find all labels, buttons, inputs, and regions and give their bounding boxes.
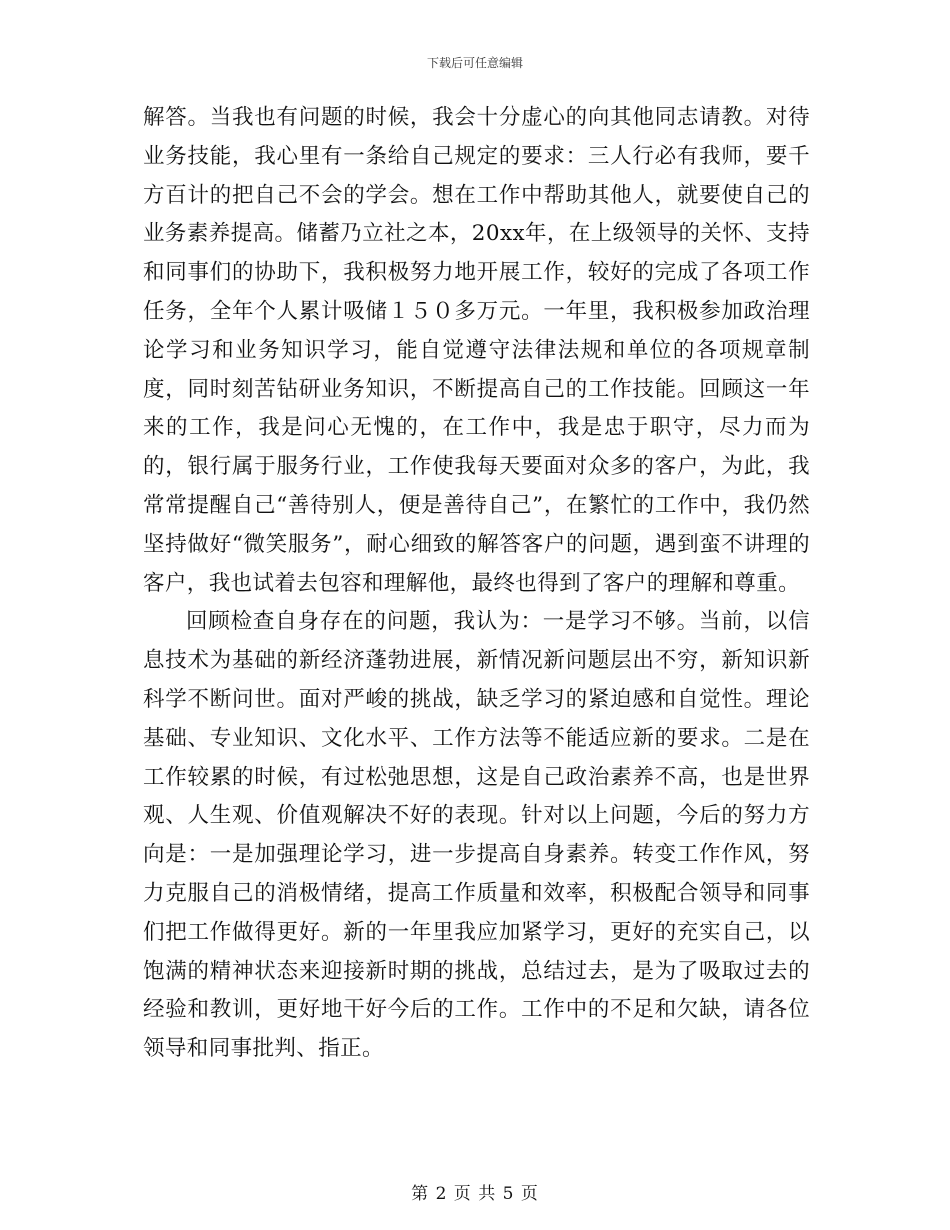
page-header: 下载后可任意编辑 [426, 56, 523, 70]
document-body [143, 99, 810, 1069]
page-number-footer: 第 2 页 共 5 页 [411, 1184, 539, 1204]
paragraph-continued: 解答。当我也有问题的时候，我会十分虚心的向其他同志请教。对待业务技能，我心里有一条给自己规定的要求：三人行必有我师，要千方百计的把自己不会的学会。想在工作中帮助其他人，就要使自己的业务素养提高。储蓄乃立社之本，20xx年，在上级领导的关怀、支持和同事们的协助下，我积极努力地开展工作，较好的完成了各项工作任务，全年个人累计吸储１５０多万元。一年里，我积极参加政治理论学习和业务知识学习，能自觉遵守法律法规和单位的各项规章制度，同时刻苦钻研业务知识，不断提高自己的工作技能。回顾这一年来的工作，我是问心无愧的，在工作中，我是忠于职守，尽力而为的，银行属于服务行业，工作使我每天要面对众多的客户，为此，我常常提醒自己“善待别人，便是善待自己”，在繁忙的工作中，我仍然坚持做好“微笑服务”，耐心细致的解答客户的问题，遇到蛮不讲理的客户，我也试着去包容和理解他，最终也得到了客户的理解和尊重。 [143, 105, 810, 596]
paragraph-self-review: 回顾检查自身存在的问题，我认为：一是学习不够。当前，以信息技术为基础的新经济蓬勃进展，新情况新问题层出不穷，新知识新科学不断问世。面对严峻的挑战，缺乏学习的紧迫感和自觉性。理论基础、专业知识、文化水平、工作方法等不能适应新的要求。二是在工作较累的时候，有过松弛思想，这是自己政治素养不高，也是世界观、人生观、价值观解决不好的表现。针对以上问题，今后的努力方向是：一是加强理论学习，进一步提高自身素养。转变工作作风，努力克服自己的消极情绪，提高工作质量和效率，积极配合领导和同事们把工作做得更好。新的一年里我应加紧学习，更好的充实自己，以饱满的精神状态来迎接新时期的挑战，总结过去，是为了吸取过去的经验和教训，更好地干好今后的工作。工作中的不足和欠缺，请各位领导和同事批判、指正。 [143, 609, 810, 1062]
